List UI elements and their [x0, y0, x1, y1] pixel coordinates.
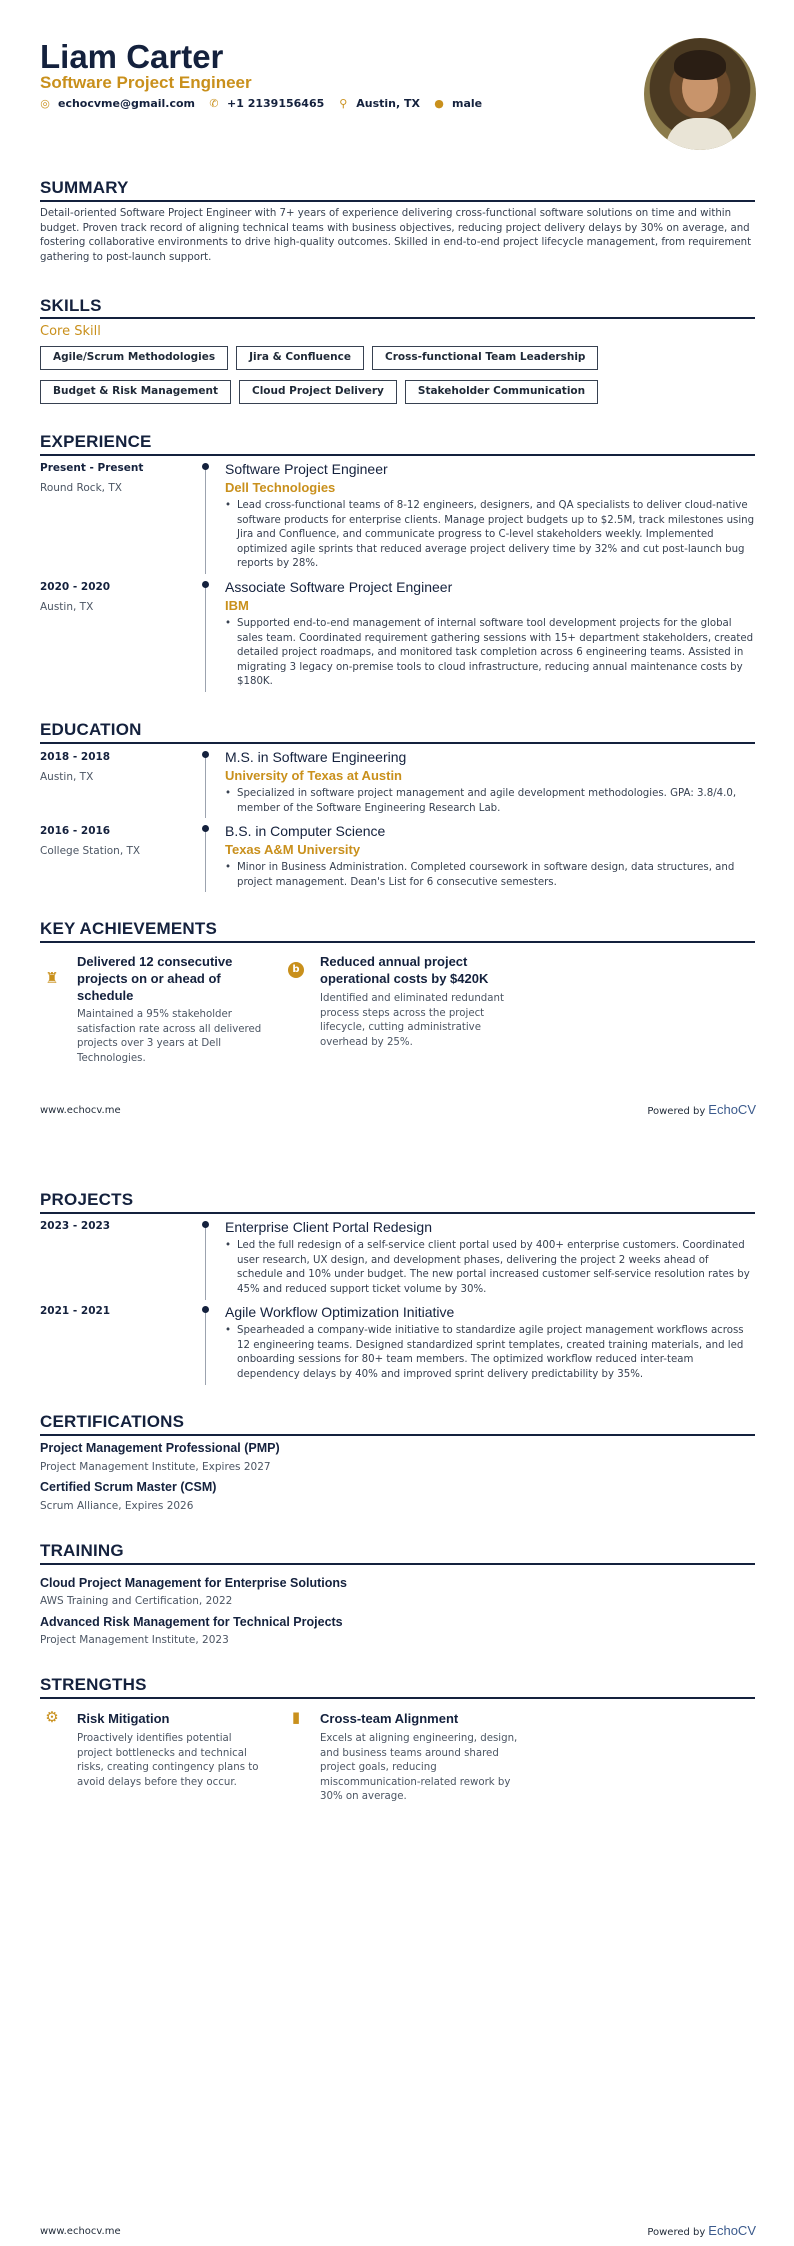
experience-title: Software Project Engineer — [225, 461, 388, 477]
divider — [40, 1697, 755, 1699]
education-location: Austin, TX — [40, 771, 94, 783]
experience-location: Round Rock, TX — [40, 482, 122, 494]
skill-tag: Stakeholder Communication — [405, 380, 598, 404]
skill-tag: Budget & Risk Management — [40, 380, 231, 404]
award-icon: ♜ — [45, 969, 59, 987]
training-provider: AWS Training and Certification, 2022 — [40, 1595, 233, 1607]
contact-email[interactable] — [40, 97, 195, 110]
footer-powered — [647, 1102, 756, 1117]
training-provider: Project Management Institute, 2023 — [40, 1634, 229, 1646]
location-icon: ⚲ — [339, 97, 348, 110]
experience-org: IBM — [225, 598, 249, 613]
project-bullet: • Spearheaded a company-wide initiative to standardize agile project management workflows across 12 engineering teams. Designed standardized sprint templates, created training materials, and led onboarding sessions for 80+ team members. The optimized workflow reduced inter-team dependency delays by 40% and improved sprint delivery predictability by 35%. — [225, 1324, 755, 1382]
phone-icon: ✆ — [209, 97, 219, 110]
certification-issuer: Scrum Alliance, Expires 2026 — [40, 1500, 194, 1512]
skill-tag: Jira & Confluence — [236, 346, 364, 370]
divider — [40, 1563, 755, 1565]
timeline-line — [205, 828, 206, 892]
contact-row — [40, 97, 496, 110]
summary-text: Detail-oriented Software Project Engineer with 7+ years of experience delivering cross-functional software solutions on time and within budget. Proven track record of aligning technical teams with business objectives, reducing project delivery delays by 30% on average, and fostering collaborative environments to drive high-quality outcomes. Skilled in end-to-end project lifecycle management, from requirement gathering to post-launch support. — [40, 208, 752, 263]
timeline-line — [205, 1224, 206, 1300]
achievement-title: Delivered 12 consecutive projects on or ahead of schedule — [77, 954, 233, 1003]
divider — [40, 1212, 755, 1214]
education-date: 2016 - 2016 — [40, 825, 111, 837]
certification-issuer: Project Management Institute, Expires 2027 — [40, 1461, 271, 1473]
candidate-role: Software Project Engineer — [40, 73, 252, 92]
training-name: Cloud Project Management for Enterprise Solutions — [40, 1576, 347, 1590]
strength-desc: Excels at aligning engineering, design, and business teams around shared project goals, reducing miscommunication-related rework by 30% on average. — [320, 1733, 518, 1803]
education-location: College Station, TX — [40, 845, 141, 857]
divider — [40, 317, 755, 319]
project-date: 2023 - 2023 — [40, 1220, 111, 1232]
strength-title: Risk Mitigation — [77, 1711, 170, 1726]
clipboard-icon: ▮ — [291, 1708, 301, 1726]
section-title-experience: EXPERIENCE — [40, 432, 152, 451]
brand-logo[interactable]: EchoCV — [708, 1102, 756, 1117]
contact-email-text: echocvme@gmail.com — [58, 97, 196, 110]
training-name: Advanced Risk Management for Technical Projects — [40, 1615, 343, 1629]
section-title-education: EDUCATION — [40, 720, 142, 739]
footer-powered — [647, 2223, 756, 2238]
section-title-projects: PROJECTS — [40, 1190, 134, 1209]
skills-subtitle: Core Skill — [40, 324, 101, 339]
gear-icon: ⚙ — [45, 1708, 59, 1726]
skill-tag: Cloud Project Delivery — [239, 380, 397, 404]
experience-date: 2020 - 2020 — [40, 581, 111, 593]
powered-label: Powered by — [647, 2227, 706, 2238]
experience-title: Associate Software Project Engineer — [225, 579, 453, 595]
skill-tag: Cross-functional Team Leadership — [372, 346, 598, 370]
contact-location — [338, 97, 420, 110]
section-title-summary: SUMMARY — [40, 178, 129, 197]
achievement-desc: Identified and eliminated redundant process steps across the project lifecycle, cutting administrative overhead by 25%. — [320, 993, 504, 1048]
experience-location: Austin, TX — [40, 601, 94, 613]
divider — [40, 742, 755, 744]
education-date: 2018 - 2018 — [40, 751, 111, 763]
divider — [40, 454, 755, 456]
education-bullet: • Specialized in software project management and agile development methodologies. GPA: 3.8/4.0, member of the Software Engineering Research Lab. — [225, 787, 755, 816]
strength-title: Cross-team Alignment — [320, 1711, 459, 1726]
divider — [40, 200, 755, 202]
person-icon: ● — [434, 97, 444, 110]
education-school: Texas A&M University — [225, 842, 361, 857]
timeline-line — [205, 466, 206, 574]
candidate-name: Liam Carter — [40, 38, 224, 75]
timeline-line — [205, 584, 206, 692]
skills-tags — [40, 346, 760, 414]
contact-gender — [434, 97, 482, 110]
section-title-strengths: STRENGTHS — [40, 1675, 147, 1694]
project-title: Enterprise Client Portal Redesign — [225, 1219, 432, 1235]
education-degree: B.S. in Computer Science — [225, 823, 386, 839]
section-title-training: TRAINING — [40, 1541, 124, 1560]
timeline-dot — [202, 825, 209, 832]
project-date: 2021 - 2021 — [40, 1305, 111, 1317]
timeline-dot — [202, 463, 209, 470]
section-title-certifications: CERTIFICATIONS — [40, 1412, 185, 1431]
contact-phone-text: +1 2139156465 — [227, 97, 325, 110]
experience-org: Dell Technologies — [225, 480, 336, 495]
contact-phone[interactable] — [209, 97, 324, 110]
project-title: Agile Workflow Optimization Initiative — [225, 1304, 455, 1320]
timeline-dot — [202, 751, 209, 758]
powered-label: Powered by — [647, 1106, 706, 1117]
experience-bullet: • Supported end-to-end management of internal software tool development projects for the global sales team. Coordinated requirement gathering sessions with 15+ department stakeholders, created detailed project roadmaps, and monitored task completion across 6 engineering teams. Assisted in migrating 3 legacy on-premise tools to cloud infrastructure, reducing annual maintenance costs by $180K. — [225, 617, 755, 690]
timeline-dot — [202, 581, 209, 588]
contact-location-text: Austin, TX — [356, 97, 421, 110]
section-title-achievements: KEY ACHIEVEMENTS — [40, 919, 218, 938]
certification-name: Certified Scrum Master (CSM) — [40, 1480, 217, 1494]
achievement-desc: Maintained a 95% stakeholder satisfaction rate across all delivered projects over 3 years at Dell Technologies. — [77, 1009, 262, 1064]
timeline-line — [205, 1309, 206, 1385]
strength-desc: Proactively identifies potential project bottlenecks and technical risks, creating contingency plans to avoid delays before they occur. — [77, 1733, 259, 1788]
achievement-title: Reduced annual project operational costs by $420K — [320, 954, 489, 986]
education-degree: M.S. in Software Engineering — [225, 749, 407, 765]
at-icon: ◎ — [40, 97, 50, 110]
coin-icon: b — [288, 962, 304, 978]
avatar — [644, 38, 756, 150]
timeline-dot — [202, 1221, 209, 1228]
footer-url[interactable]: www.echocv.me — [40, 1105, 121, 1116]
education-bullet: • Minor in Business Administration. Completed coursework in software design, data structures, and project management. Dean's List for 6 consecutive semesters. — [225, 861, 755, 890]
divider — [40, 1434, 755, 1436]
divider — [40, 941, 755, 943]
education-school: University of Texas at Austin — [225, 768, 402, 783]
timeline-line — [205, 754, 206, 818]
brand-logo[interactable]: EchoCV — [708, 2223, 756, 2238]
skill-tag: Agile/Scrum Methodologies — [40, 346, 228, 370]
contact-gender-text: male — [452, 97, 483, 110]
experience-date: Present - Present — [40, 462, 144, 474]
certification-name: Project Management Professional (PMP) — [40, 1441, 280, 1455]
experience-bullet: • Lead cross-functional teams of 8-12 engineers, designers, and QA specialists to deliver cloud-native software products for enterprise clients. Manage project budgets up to $2.5M, track milestones using Jira and Confluence, and communicate progress to C-level stakeholders weekly. Implemented optimized agile sprints that reduced average project delivery time by 32% and cut post-launch bug reports by 28%. — [225, 499, 755, 572]
timeline-dot — [202, 1306, 209, 1313]
project-bullet: • Led the full redesign of a self-service client portal used by 400+ enterprise customers. Coordinated user research, UX design, and development phases, delivering the project 2 weeks ahead of schedule and 10% under budget. The new portal increased customer self-service resolution rates by 45% and reduced support ticket volume by 30%. — [225, 1239, 755, 1297]
footer-url[interactable]: www.echocv.me — [40, 2226, 121, 2237]
section-title-skills: SKILLS — [40, 296, 102, 315]
